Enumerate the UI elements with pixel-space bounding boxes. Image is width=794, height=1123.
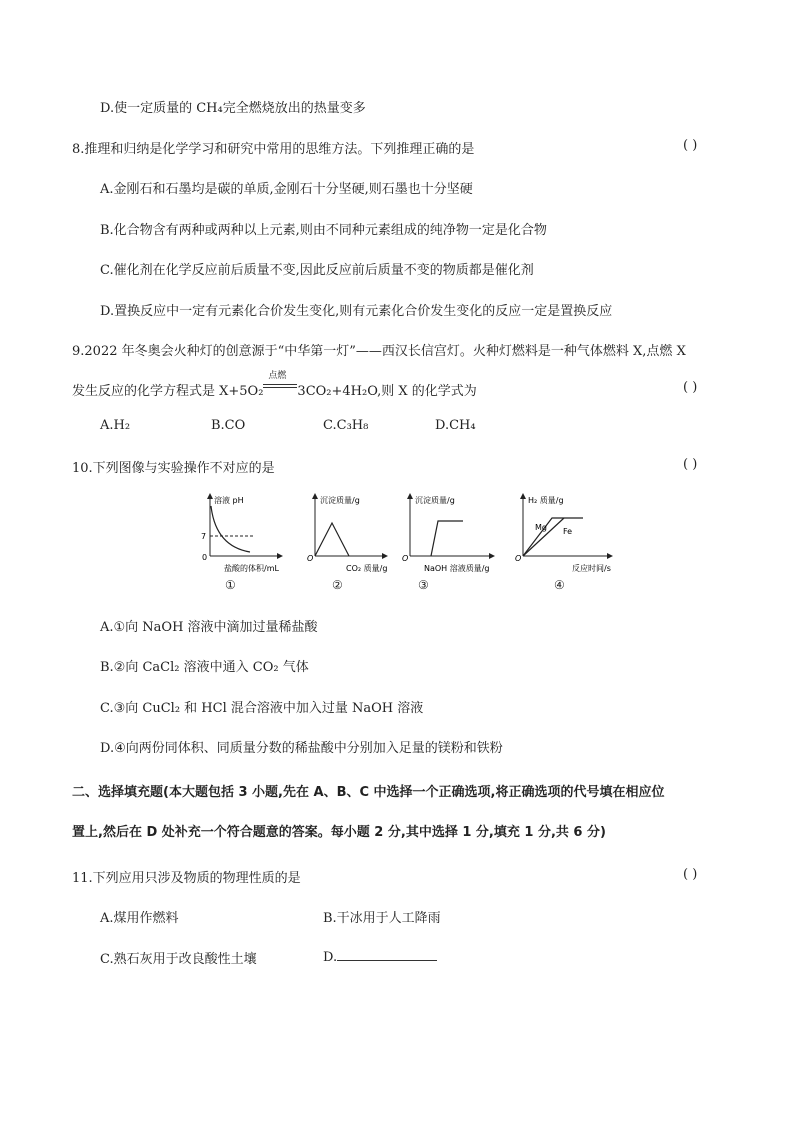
graph-3 (402, 495, 492, 573)
q10-option-a: A.①向 NaOH 溶液中滴加过量稀盐酸 (100, 620, 318, 635)
equation-right: 3CO₂+4H₂O,则 X 的化学式为 (297, 384, 477, 399)
graph-3-origin: O (402, 554, 409, 563)
section-2-heading-line1: 二、选择填充题(本大题包括 3 小题,先在 A、B、C 中选择一个正确选项,将正确选项的代号填在相应位 (72, 785, 665, 800)
graph-4-ylabel: H₂ 质量/g (528, 496, 564, 505)
q10-option-d: D.④向两份同体积、同质量分数的稀盐酸中分别加入足量的镁粉和铁粉 (100, 741, 503, 756)
q10-answer-paren: ( ) (683, 457, 698, 472)
q11-option-d (323, 948, 437, 965)
q11-option-b: B.干冰用于人工降雨 (323, 911, 441, 926)
graph-1-ylabel: 溶液 pH (214, 496, 244, 505)
q9-option-c: C.C₃H₈ (323, 418, 369, 433)
graph-4 (515, 495, 611, 573)
q8-answer-paren: ( ) (683, 138, 698, 153)
graph-1 (201, 495, 280, 573)
reaction-condition: 点燃 (268, 371, 287, 381)
graph-1-xlabel: 盐酸的体积/mL (224, 564, 279, 573)
q8-option-c: C.催化剂在化学反应前后质量不变,因此反应前后质量不变的物质都是催化剂 (100, 263, 534, 278)
reaction-arrow (263, 371, 297, 395)
graph-2-number: ② (332, 578, 343, 592)
graph-2-xlabel: CO₂ 质量/g (346, 564, 388, 573)
graph-4-number: ④ (554, 578, 565, 592)
equation-left: 发生反应的化学方程式是 X+5O₂ (72, 384, 264, 399)
graph-3-xlabel: NaOH 溶液质量/g (424, 564, 490, 573)
q11-option-a: A.煤用作燃料 (100, 911, 179, 926)
graph-4-fe-label: Fe (563, 527, 573, 536)
q8-stem: 8.推理和归纳是化学学习和研究中常用的思维方法。下列推理正确的是 (72, 142, 475, 157)
graph-3-ylabel: 沉淀质量/g (415, 496, 455, 505)
q9-stem-line1: 9.2022 年冬奥会火种灯的创意源于“中华第一灯”——西汉长信宫灯。火种灯燃料是一种气体燃料 X,点燃 X (72, 344, 686, 359)
graph-4-xlabel: 反应时间/s (572, 564, 611, 573)
q11-option-d-blank[interactable] (337, 948, 437, 961)
q11-stem: 11.下列应用只涉及物质的物理性质的是 (72, 871, 301, 886)
q9-option-d: D.CH₄ (435, 418, 476, 433)
graph-2-origin: O (307, 554, 314, 563)
q9-option-b: B.CO (211, 418, 246, 433)
graph-1-number: ① (225, 578, 236, 592)
q10-option-b: B.②向 CaCl₂ 溶液中通入 CO₂ 气体 (100, 660, 309, 675)
graph-2-ylabel: 沉淀质量/g (320, 496, 360, 505)
q8-option-a: A.金刚石和石墨均是碳的单质,金刚石十分坚硬,则石墨也十分坚硬 (100, 182, 473, 197)
q10-option-c: C.③向 CuCl₂ 和 HCl 混合溶液中加入过量 NaOH 溶液 (100, 701, 424, 716)
q9-answer-paren: ( ) (683, 380, 698, 395)
q9-option-a: A.H₂ (100, 418, 131, 433)
q11-option-d-label: D. (323, 950, 338, 965)
q7-option-d: D.使一定质量的 CH₄完全燃烧放出的热量变多 (100, 101, 366, 116)
q9-stem-line2 (72, 371, 477, 399)
graph-1-origin: 0 (202, 553, 208, 562)
q8-option-b: B.化合物含有两种或两种以上元素,则由不同种元素组成的纯净物一定是化合物 (100, 223, 547, 238)
q10-stem: 10.下列图像与实验操作不对应的是 (72, 461, 275, 476)
graph-1-tick-7: 7 (201, 532, 207, 541)
graph-3-number: ③ (418, 578, 429, 592)
q10-graphs (180, 490, 650, 575)
graph-4-origin: O (515, 554, 522, 563)
q11-answer-paren: ( ) (683, 867, 698, 882)
q8-option-d: D.置换反应中一定有元素化合价发生变化,则有元素化合价发生变化的反应一定是置换反应 (100, 304, 613, 319)
graph-2 (307, 495, 387, 573)
graph-4-mg-label: Mg (535, 523, 547, 532)
q11-option-c: C.熟石灰用于改良酸性土壤 (100, 952, 257, 967)
section-2-heading-line2: 置上,然后在 D 处补充一个符合题意的答案。每小题 2 分,其中选择 1 分,填充 1 分,共 6 分) (72, 825, 606, 840)
